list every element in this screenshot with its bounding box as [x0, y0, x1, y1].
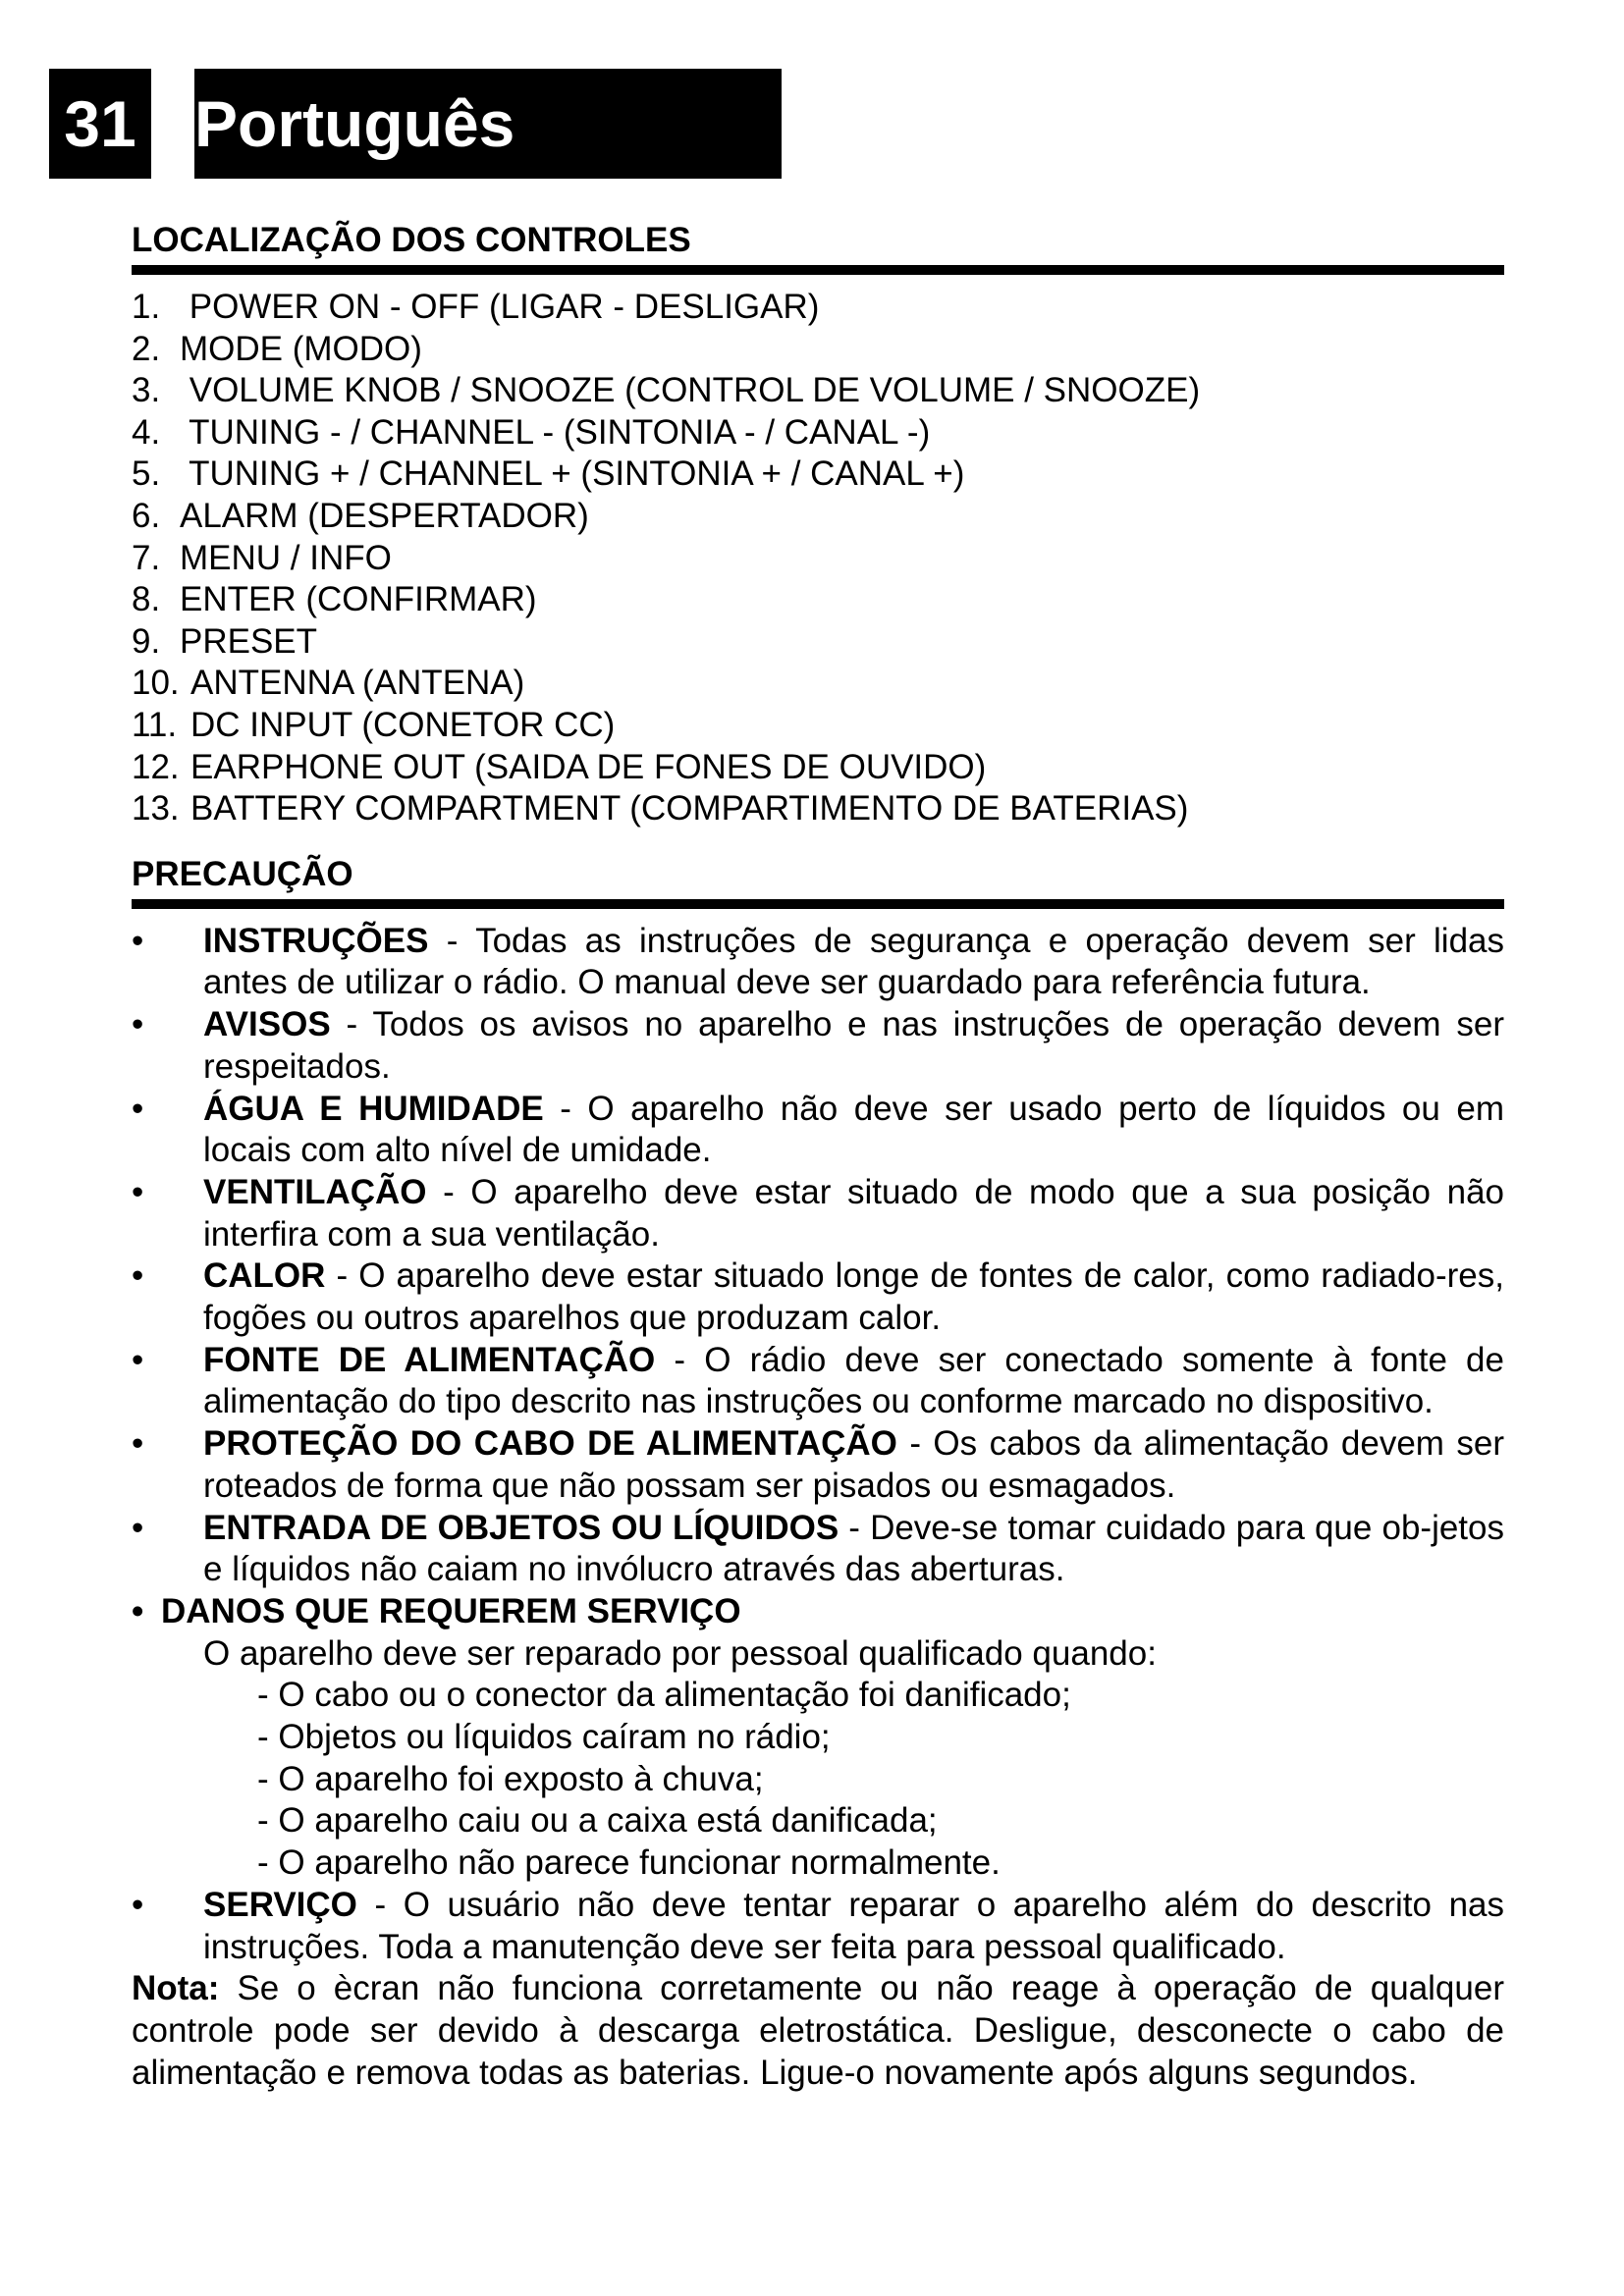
bullet: •: [132, 1340, 144, 1379]
bullet: •: [132, 1508, 144, 1547]
item-number: 6.: [132, 496, 161, 535]
list-item: [132, 663, 1504, 705]
item-number: 7.: [132, 538, 161, 577]
item-term: FONTE DE ALIMENTAÇÃO: [203, 1340, 656, 1379]
caution-section-title: PRECAUÇÃO: [132, 854, 1504, 909]
item-text: - Todos os avisos no aparelho e nas instruções de operação devem ser respeitados.: [203, 1005, 1504, 1086]
item-text: - O aparelho não deve ser usado perto de líquidos ou em locais com alto nível de umidade.: [203, 1089, 1504, 1170]
list-item: [132, 1089, 1504, 1172]
item-term: CALOR: [203, 1256, 326, 1296]
item-term: ENTRADA DE OBJETOS OU LÍQUIDOS: [203, 1508, 839, 1547]
item-text: - Os cabos da alimentação devem ser roteados de forma que não possam ser pisados ou esmagados.: [203, 1424, 1505, 1505]
list-item: [132, 1172, 1504, 1255]
list-item: [132, 1004, 1504, 1088]
item-text: BATTERY COMPARTMENT (COMPARTIMENTO DE BATERIAS): [190, 789, 1189, 828]
item-text: VOLUME KNOB / SNOOZE (CONTROL DE VOLUME / SNOOZE): [180, 371, 1201, 410]
list-item: [132, 579, 1504, 621]
item-text: ALARM (DESPERTADOR): [180, 496, 589, 535]
item-number: 1.: [132, 288, 161, 326]
bullet: •: [132, 1885, 144, 1924]
item-number: 3.: [132, 371, 161, 410]
page-number: 31: [49, 69, 151, 179]
item-term: PROTEÇÃO DO CABO DE ALIMENTAÇÃO: [203, 1424, 897, 1464]
item-term: VENTILAÇÃO: [203, 1172, 427, 1211]
page-content: [132, 220, 1504, 2128]
list-item: [132, 1340, 1504, 1423]
list-item: [132, 1885, 1504, 1968]
item-text: EARPHONE OUT (SAIDA DE FONES DE OUVIDO): [190, 747, 987, 786]
controls-list: [132, 287, 1504, 830]
item-text: - O aparelho deve estar situado de modo que a sua posição não interfira com a sua ventilação.: [203, 1172, 1504, 1254]
bullet: •: [132, 1256, 144, 1296]
list-item: [132, 1255, 1504, 1339]
item-text: - Todas as instruções de segurança e operação devem ser lidas antes de utilizar o rádio. O manual deve ser guardado para referência futura.: [203, 921, 1504, 1002]
list-item: [132, 538, 1504, 580]
item-text: ANTENNA (ANTENA): [190, 664, 525, 703]
item-text: PRESET: [180, 621, 318, 661]
damage-title: [132, 1591, 1504, 1633]
damage-intro: O aparelho deve ser reparado por pessoal qualificado quando:: [203, 1633, 1157, 1673]
item-text: MENU / INFO: [180, 538, 392, 577]
item-term: ÁGUA E HUMIDADE: [203, 1089, 544, 1128]
sublist-item: - O cabo ou o conector da alimentação foi danificado;: [257, 1676, 1071, 1715]
item-number: 2.: [132, 329, 161, 368]
list-item: [132, 287, 1504, 329]
note-label: Nota:: [132, 1969, 220, 2008]
bullet: •: [132, 1172, 144, 1211]
item-number: 8.: [132, 580, 161, 619]
item-number: 10.: [132, 664, 180, 703]
item-text: TUNING + / CHANNEL + (SINTONIA + / CANAL +): [180, 454, 965, 494]
list-item: [132, 705, 1504, 747]
item-text: TUNING - / CHANNEL - (SINTONIA - / CANAL -): [180, 412, 931, 452]
note-text: Se o ècran não funciona corretamente ou não reage à operação de qualquer controle pode ser devido à descarga eletrostática. Desligue, desconecte o cabo de alimentação e remova todas as baterias. Ligue-o novamente após alguns segundos.: [132, 1969, 1504, 2092]
sublist-item: - Objetos ou líquidos caíram no rádio;: [257, 1718, 831, 1757]
list-item: [132, 454, 1504, 496]
item-number: 12.: [132, 747, 180, 786]
bullet: •: [132, 1424, 144, 1464]
list-item: [132, 1508, 1504, 1591]
list-item: [132, 921, 1504, 1004]
item-text: DC INPUT (CONETOR CC): [190, 705, 616, 744]
item-text: - O aparelho deve estar situado longe de fontes de calor, como radiado-res, fogões ou outros aparelhos que produzam calor.: [203, 1256, 1504, 1338]
item-term: AVISOS: [203, 1005, 331, 1044]
item-term: SERVIÇO: [203, 1885, 357, 1924]
bullet: •: [132, 921, 144, 960]
damage-sublist: [132, 1675, 1504, 1885]
list-item: [132, 412, 1504, 454]
sublist-item: - O aparelho caiu ou a caixa está danificada;: [257, 1801, 938, 1841]
item-text: - O rádio deve ser conectado somente à fonte de alimentação do tipo descrito nas instruções ou conforme marcado no dispositivo.: [203, 1340, 1504, 1421]
list-item: [132, 788, 1504, 830]
list-item: [132, 1423, 1504, 1507]
sublist-item: - O aparelho não parece funcionar normalmente.: [257, 1843, 1001, 1883]
item-number: 5.: [132, 454, 161, 494]
item-number: 4.: [132, 412, 161, 452]
item-text: MODE (MODO): [180, 329, 422, 368]
damage-service-item: [132, 1591, 1504, 1885]
bullet: •: [132, 1005, 144, 1044]
list-item: [132, 370, 1504, 412]
damage-title-text: DANOS QUE REQUEREM SERVIÇO: [161, 1591, 741, 1630]
note-paragraph: [132, 1968, 1504, 2094]
item-text: - O usuário não deve tentar reparar o aparelho além do descrito nas instruções. Toda a manutenção deve ser feita para pessoal qualificado.: [203, 1885, 1504, 1966]
item-number: 11.: [132, 705, 178, 744]
item-number: 13.: [132, 789, 180, 828]
item-term: INSTRUÇÕES: [203, 921, 429, 960]
language-title: Português: [194, 69, 782, 179]
bullet: •: [132, 1089, 144, 1128]
list-item: [132, 496, 1504, 538]
sublist-item: - O aparelho foi exposto à chuva;: [257, 1759, 764, 1798]
item-text: POWER ON - OFF (LIGAR - DESLIGAR): [180, 288, 820, 326]
list-item: [132, 747, 1504, 789]
item-number: 9.: [132, 621, 161, 661]
item-text: - Deve-se tomar cuidado para que ob-jetos e líquidos não caiam no invólucro através das aberturas.: [203, 1508, 1504, 1589]
list-item: [132, 329, 1504, 371]
controls-section-title: LOCALIZAÇÃO DOS CONTROLES: [132, 220, 1504, 275]
list-item: [132, 621, 1504, 664]
bullet: •: [132, 1591, 144, 1630]
caution-list: [132, 921, 1504, 1969]
item-text: ENTER (CONFIRMAR): [180, 580, 537, 619]
